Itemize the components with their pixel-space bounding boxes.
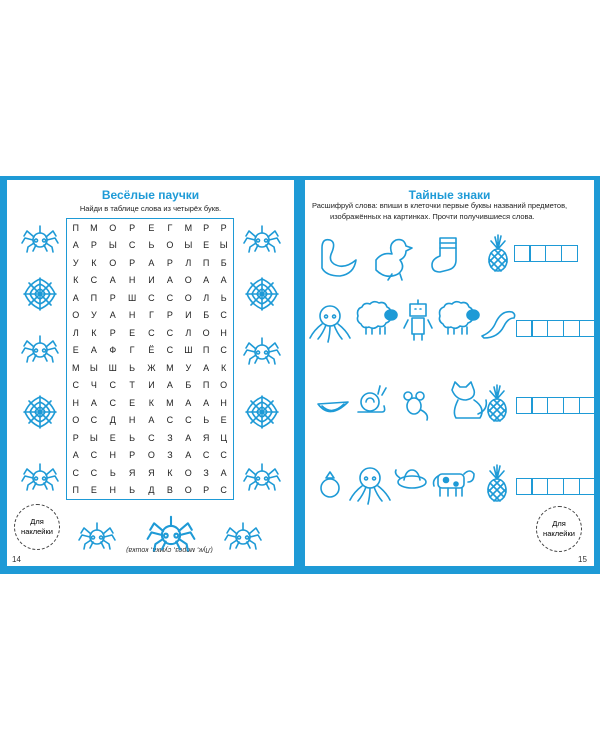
grid-letter[interactable]: П [202, 345, 210, 356]
grid-letter[interactable]: С [90, 275, 98, 286]
grid-letter[interactable]: Г [167, 222, 173, 233]
grid-letter[interactable]: М [166, 397, 174, 408]
grid-letter[interactable]: А [90, 345, 97, 356]
grid-letter[interactable]: О [184, 485, 192, 496]
grid-letter[interactable]: Ы [184, 240, 193, 251]
grid-letter[interactable]: Ш [108, 362, 117, 373]
grid-letter[interactable]: Е [129, 397, 136, 408]
grid-letter[interactable]: С [220, 310, 227, 321]
grid-letter[interactable]: К [148, 397, 155, 408]
robot-icon [404, 300, 432, 340]
grid-letter[interactable]: Р [129, 257, 136, 268]
grid-letter[interactable]: С [220, 345, 227, 356]
grid-letter[interactable]: К [91, 257, 97, 268]
grid-letter[interactable]: Н [220, 397, 227, 408]
grid-letter[interactable]: Р [203, 222, 210, 233]
grid-letter[interactable]: О [220, 380, 228, 391]
cat-icon [452, 382, 486, 418]
grid-letter[interactable]: С [220, 485, 227, 496]
grid-letter[interactable]: С [220, 450, 227, 461]
sticker-label-line1: Для [552, 519, 566, 528]
grid-letter[interactable]: С [166, 327, 174, 338]
grid-letter[interactable]: Ё [148, 345, 155, 356]
grid-letter[interactable]: С [90, 450, 98, 461]
grid-letter[interactable]: М [184, 222, 193, 233]
grid-letter[interactable]: З [203, 467, 209, 478]
pineapple-icon [488, 465, 506, 501]
grid-letter[interactable]: У [72, 257, 79, 268]
grid-letter[interactable]: З [167, 450, 173, 461]
right-page-instruction-2: изображённых на картинках. Прочти получившиеся слова. [330, 212, 535, 221]
grid-letter[interactable]: Т [129, 380, 135, 391]
grid-letter[interactable]: О [184, 292, 192, 303]
grid-letter[interactable]: К [73, 275, 79, 286]
grid-letter[interactable]: Р [109, 292, 116, 303]
page-number-left: 14 [12, 555, 21, 564]
ring-icon [321, 472, 339, 497]
grid-letter[interactable]: П [202, 380, 210, 391]
grid-letter[interactable]: Д [109, 415, 116, 426]
grid-letter[interactable]: С [202, 450, 210, 461]
grid-letter[interactable]: К [91, 327, 97, 338]
right-page-title: Тайные знаки [408, 188, 491, 202]
grid-letter[interactable]: Р [220, 222, 227, 233]
hat-icon [396, 470, 427, 488]
grid-letter[interactable]: Ь [203, 415, 210, 426]
grid-letter[interactable]: П [72, 222, 79, 233]
left-page-title: Весёлые паучки [101, 188, 200, 202]
grid-letter[interactable]: Ы [219, 240, 228, 251]
answer-key: (Лук, мороз, сумка, кошка) [126, 546, 213, 553]
cow-icon [434, 471, 475, 496]
grid-letter[interactable]: Ж [147, 362, 156, 373]
grid-letter[interactable]: Р [166, 310, 173, 321]
grid-letter[interactable]: Е [72, 345, 79, 356]
grid-letter[interactable]: О [109, 222, 117, 233]
grid-letter[interactable]: Ь [109, 467, 116, 478]
grid-letter[interactable]: С [148, 292, 155, 303]
pineapple-icon [488, 385, 506, 421]
grid-letter[interactable]: А [72, 240, 79, 251]
grid-letter[interactable]: А [220, 467, 227, 478]
swan-icon [322, 240, 356, 276]
grid-letter[interactable]: О [184, 275, 192, 286]
grid-letter[interactable]: Л [185, 327, 192, 338]
grid-letter[interactable]: В [166, 485, 173, 496]
grid-letter[interactable]: Н [128, 310, 136, 321]
grid-letter[interactable]: С [72, 380, 80, 391]
grid-letter[interactable]: Б [185, 380, 192, 391]
grid-letter[interactable]: Н [109, 450, 117, 461]
grid-letter[interactable]: Е [90, 485, 97, 496]
grid-letter[interactable]: Р [203, 485, 210, 496]
grid-letter[interactable]: А [166, 275, 173, 286]
grid-letter[interactable]: С [148, 432, 155, 443]
grid-letter[interactable]: Е [148, 222, 155, 233]
grid-letter[interactable]: Ь [220, 292, 227, 303]
grid-letter[interactable]: И [185, 310, 192, 321]
duck-icon [376, 240, 412, 280]
grid-letter[interactable]: С [166, 415, 174, 426]
grid-letter[interactable]: Ш [184, 345, 193, 356]
grid-letter[interactable]: Н [128, 275, 136, 286]
grid-letter[interactable]: П [72, 485, 79, 496]
grid-letter[interactable]: Р [109, 327, 116, 338]
grid-letter[interactable]: С [109, 397, 117, 408]
grid-letter[interactable]: А [220, 275, 227, 286]
grid-letter[interactable]: П [90, 292, 98, 303]
grid-letter[interactable]: С [166, 292, 174, 303]
grid-letter[interactable]: Н [128, 415, 136, 426]
watermelon-icon [318, 402, 348, 412]
grid-letter[interactable]: А [148, 257, 155, 268]
grid-letter[interactable]: Ь [129, 362, 136, 373]
grid-letter[interactable]: С [148, 327, 155, 338]
grid-letter[interactable]: Г [148, 310, 154, 321]
grid-letter[interactable]: Б [203, 310, 210, 321]
grid-letter[interactable]: С [72, 467, 80, 478]
left-page-instruction: Найди в таблице слова из четырёх букв. [79, 204, 222, 213]
grid-letter[interactable]: М [72, 362, 80, 373]
grid-letter[interactable]: Я [202, 432, 210, 443]
grid-letter[interactable]: К [167, 467, 173, 478]
page-number-right: 15 [578, 555, 587, 564]
grid-letter[interactable]: Р [129, 450, 136, 461]
grid-letter[interactable]: М [166, 362, 174, 373]
grid-letter[interactable]: Ф [109, 345, 117, 356]
grid-letter[interactable]: О [109, 257, 117, 268]
grid-letter[interactable]: С [166, 345, 174, 356]
grid-letter[interactable]: О [166, 240, 174, 251]
right-page-instruction-1: Расшифруй слова: впиши в клеточки первые буквы названий предметов, [312, 201, 568, 210]
grid-letter[interactable]: С [90, 467, 98, 478]
octopus-icon [350, 468, 390, 504]
grid-letter[interactable]: Я [128, 467, 136, 478]
grid-letter[interactable]: Ь [148, 240, 155, 251]
grid-letter[interactable]: Н [220, 327, 227, 338]
grid-letter[interactable]: А [109, 310, 116, 321]
grid-letter[interactable]: А [90, 397, 97, 408]
grid-letter[interactable]: А [203, 362, 210, 373]
sticker-label-line1: Для [30, 517, 44, 526]
grid-letter[interactable]: А [72, 292, 79, 303]
grid-letter[interactable]: О [147, 450, 155, 461]
grid-letter[interactable]: К [221, 362, 227, 373]
grid-letter[interactable]: И [148, 380, 155, 391]
grid-letter[interactable]: З [167, 432, 173, 443]
grid-letter[interactable]: А [166, 380, 173, 391]
grid-letter[interactable]: Е [203, 240, 210, 251]
grid-letter[interactable]: О [184, 467, 192, 478]
snail-icon [358, 386, 386, 412]
sock-icon [432, 238, 456, 272]
grid-letter[interactable]: Ш [127, 292, 137, 303]
snake-icon [482, 312, 515, 338]
octopus-icon [310, 306, 350, 342]
grid-letter[interactable]: Ы [89, 432, 98, 443]
sheep-icon [357, 302, 397, 334]
grid-letter[interactable]: Р [90, 240, 97, 251]
grid-letter[interactable]: Ы [108, 240, 117, 251]
pineapple-icon [489, 235, 507, 271]
grid-letter[interactable]: А [72, 450, 79, 461]
grid-letter[interactable]: Е [109, 432, 116, 443]
grid-letter[interactable]: У [185, 362, 192, 373]
grid-letter[interactable]: О [72, 415, 80, 426]
grid-letter[interactable]: Д [148, 485, 155, 496]
grid-letter[interactable]: Ч [90, 380, 97, 391]
grid-letter[interactable]: Я [148, 467, 155, 478]
mouse-icon [404, 392, 427, 420]
sticker-label-line2: наклейки [21, 527, 53, 536]
grid-letter[interactable]: Е [129, 327, 136, 338]
grid-letter[interactable]: А [185, 432, 192, 443]
grid-letter[interactable]: А [203, 275, 210, 286]
grid-letter[interactable]: О [202, 327, 210, 338]
grid-letter[interactable]: О [72, 310, 80, 321]
grid-letter[interactable]: Р [72, 432, 79, 443]
grid-letter[interactable]: Ь [129, 432, 136, 443]
grid-letter[interactable]: Р [129, 222, 136, 233]
grid-letter[interactable]: А [148, 415, 155, 426]
grid-letter[interactable]: Р [166, 257, 173, 268]
sticker-label-line2: наклейки [543, 529, 575, 538]
sheep-icon [439, 302, 479, 334]
grid-letter[interactable]: С [90, 415, 98, 426]
grid-letter[interactable]: А [109, 275, 116, 286]
grid-letter[interactable]: Л [203, 292, 210, 303]
grid-letter[interactable]: Ы [89, 362, 98, 373]
grid-letter[interactable]: М [90, 222, 98, 233]
grid-letter[interactable]: Ц [220, 432, 227, 443]
grid-letter[interactable]: Ь [129, 485, 136, 496]
grid-letter[interactable]: Б [220, 257, 227, 268]
grid-letter[interactable]: И [148, 275, 155, 286]
grid-letter[interactable]: А [203, 397, 210, 408]
grid-letter[interactable]: С [128, 240, 136, 251]
grid-letter[interactable]: Г [129, 345, 135, 356]
grid-letter[interactable]: Н [109, 485, 117, 496]
grid-letter[interactable]: Л [72, 327, 79, 338]
grid-letter[interactable]: У [90, 310, 97, 321]
grid-letter[interactable]: Л [185, 257, 192, 268]
grid-letter[interactable]: А [185, 397, 192, 408]
grid-letter[interactable]: Е [220, 415, 227, 426]
grid-letter[interactable]: Н [72, 397, 80, 408]
grid-letter[interactable]: С [109, 380, 117, 391]
grid-letter[interactable]: С [185, 415, 192, 426]
grid-letter[interactable]: П [202, 257, 210, 268]
grid-letter[interactable]: А [185, 450, 192, 461]
